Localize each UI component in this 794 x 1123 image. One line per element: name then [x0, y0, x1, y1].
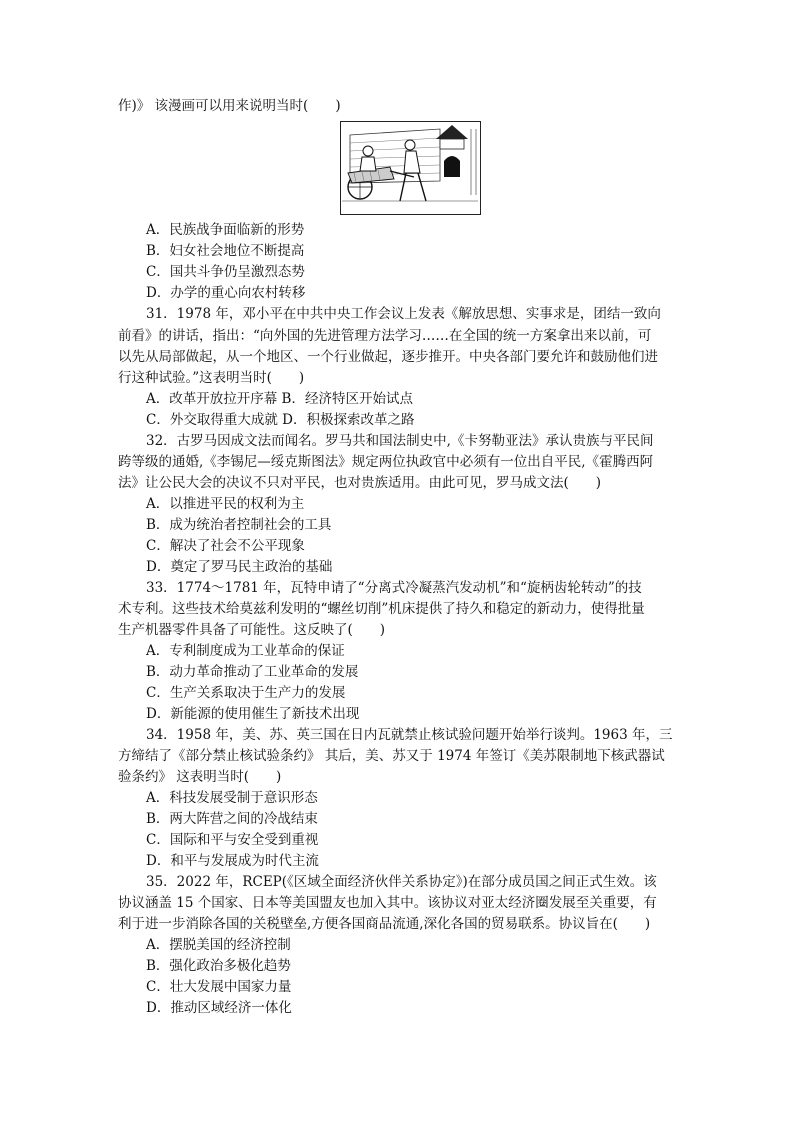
q34-option-a: A．科技发展受制于意识形态: [146, 790, 318, 806]
q32-line-2: 跨等级的通婚,《李锡尼—绥克斯图法》规定两位执政官中必须有一位出自平民,《霍腾西阿: [118, 454, 654, 470]
q32-option-b: B．成为统治者控制社会的工具: [146, 517, 332, 533]
q31-line-4: 行这种试验。”这表明当时( ): [118, 370, 305, 386]
q31-line-3: 以先从局部做起，从一个地区、一个行业做起，逐步推开。中央各部门要允许和鼓励他们进: [118, 349, 658, 365]
q33-line-1: 33．1774～1781 年，瓦特申请了“分离式冷凝蒸汽发动机”和“旋柄齿轮转动”的技: [146, 580, 642, 596]
q30-option-b: B．妇女社会地位不断提高: [146, 243, 305, 259]
q35-option-b: B．强化政治多极化趋势: [146, 958, 291, 974]
q35-option-d: D．推动区域经济一体化: [146, 1000, 292, 1016]
q33-line-3: 生产机器零件具备了可能性。这反映了( ): [118, 622, 386, 638]
q33-option-b: B．动力革命推动了工业革命的发展: [146, 664, 359, 680]
q34-option-d: D．和平与发展成为时代主流: [146, 853, 319, 869]
q33-option-d: D．新能源的使用催生了新技术出现: [146, 706, 360, 722]
q33-option-a: A．专利制度成为工业革命的保证: [146, 643, 345, 659]
q31-options-cd: C．外交取得重大成就 D．积极探索改革之路: [146, 412, 415, 428]
q34-option-c: C．国际和平与安全受到重视: [146, 832, 319, 848]
q30-stem: 作)》 该漫画可以用来说明当时( ): [118, 98, 341, 114]
q31-options-ab: A．改革开放拉开序幕 B．经济特区开始试点: [146, 391, 413, 407]
q30-option-a: A．民族战争面临新的形势: [146, 222, 305, 238]
q35-option-a: A．摆脱美国的经济控制: [146, 937, 291, 953]
q32-option-c: C．解决了社会不公平现象: [146, 538, 305, 554]
q32-line-1: 32．古罗马因成文法而闻名。罗马共和国法制史中,《卡努勒亚法》承认贵族与平民间: [146, 433, 654, 449]
q34-line-2: 方缔结了《部分禁止核试验条约》 其后，美、苏又于 1974 年签订《美苏限制地下核武器试: [118, 748, 665, 764]
q32-option-d: D．奠定了罗马民主政治的基础: [146, 559, 333, 575]
q31-line-1: 31．1978 年，邓小平在中共中央工作会议上发表《解放思想、实事求是，团结一致向: [146, 306, 661, 322]
cartoon-illustration: [340, 121, 481, 215]
q34-line-1: 34．1958 年，美、苏、英三国在日内瓦就禁止核试验问题开始举行谈判。1963 年，三: [146, 727, 673, 743]
q34-option-b: B．两大阵营之间的冷战结束: [146, 811, 318, 827]
q32-option-a: A．以推进平民的权利为主: [146, 496, 305, 512]
q30-option-c: C．国共斗争仍呈激烈态势: [146, 264, 305, 280]
q33-line-2: 术专利。这些技术给莫兹利发明的“螺丝切削”机床提供了持久和稳定的新动力，使得批量: [118, 601, 645, 617]
q34-line-3: 验条约》 这表明当时( ): [118, 769, 282, 785]
q33-option-c: C．生产关系取决于生产力的发展: [146, 685, 346, 701]
q35-line-3: 利于进一步消除各国的关税壁垒,方便各国商品流通,深化各国的贸易联系。协议旨在( ): [118, 916, 651, 932]
q32-line-3: 法》让公民大会的决议不只对平民，也对贵族适用。由此可见，罗马成文法( ): [118, 475, 602, 491]
q35-option-c: C．壮大发展中国家力量: [146, 979, 292, 995]
q35-line-2: 协议涵盖 15 个国家、日本等美国盟友也加入其中。该协议对亚太经济圈发展至关重要，有: [118, 895, 657, 911]
q30-option-d: D．办学的重心向农村转移: [146, 285, 306, 301]
q31-line-2: 前看》的讲话，指出：“向外国的先进管理方法学习……在全国的统一方案拿出来以前，可: [118, 328, 652, 344]
q35-line-1: 35．2022 年，RCEP(《区域全面经济伙伴关系协定》)在部分成员国之间正式生效。该: [146, 874, 657, 890]
